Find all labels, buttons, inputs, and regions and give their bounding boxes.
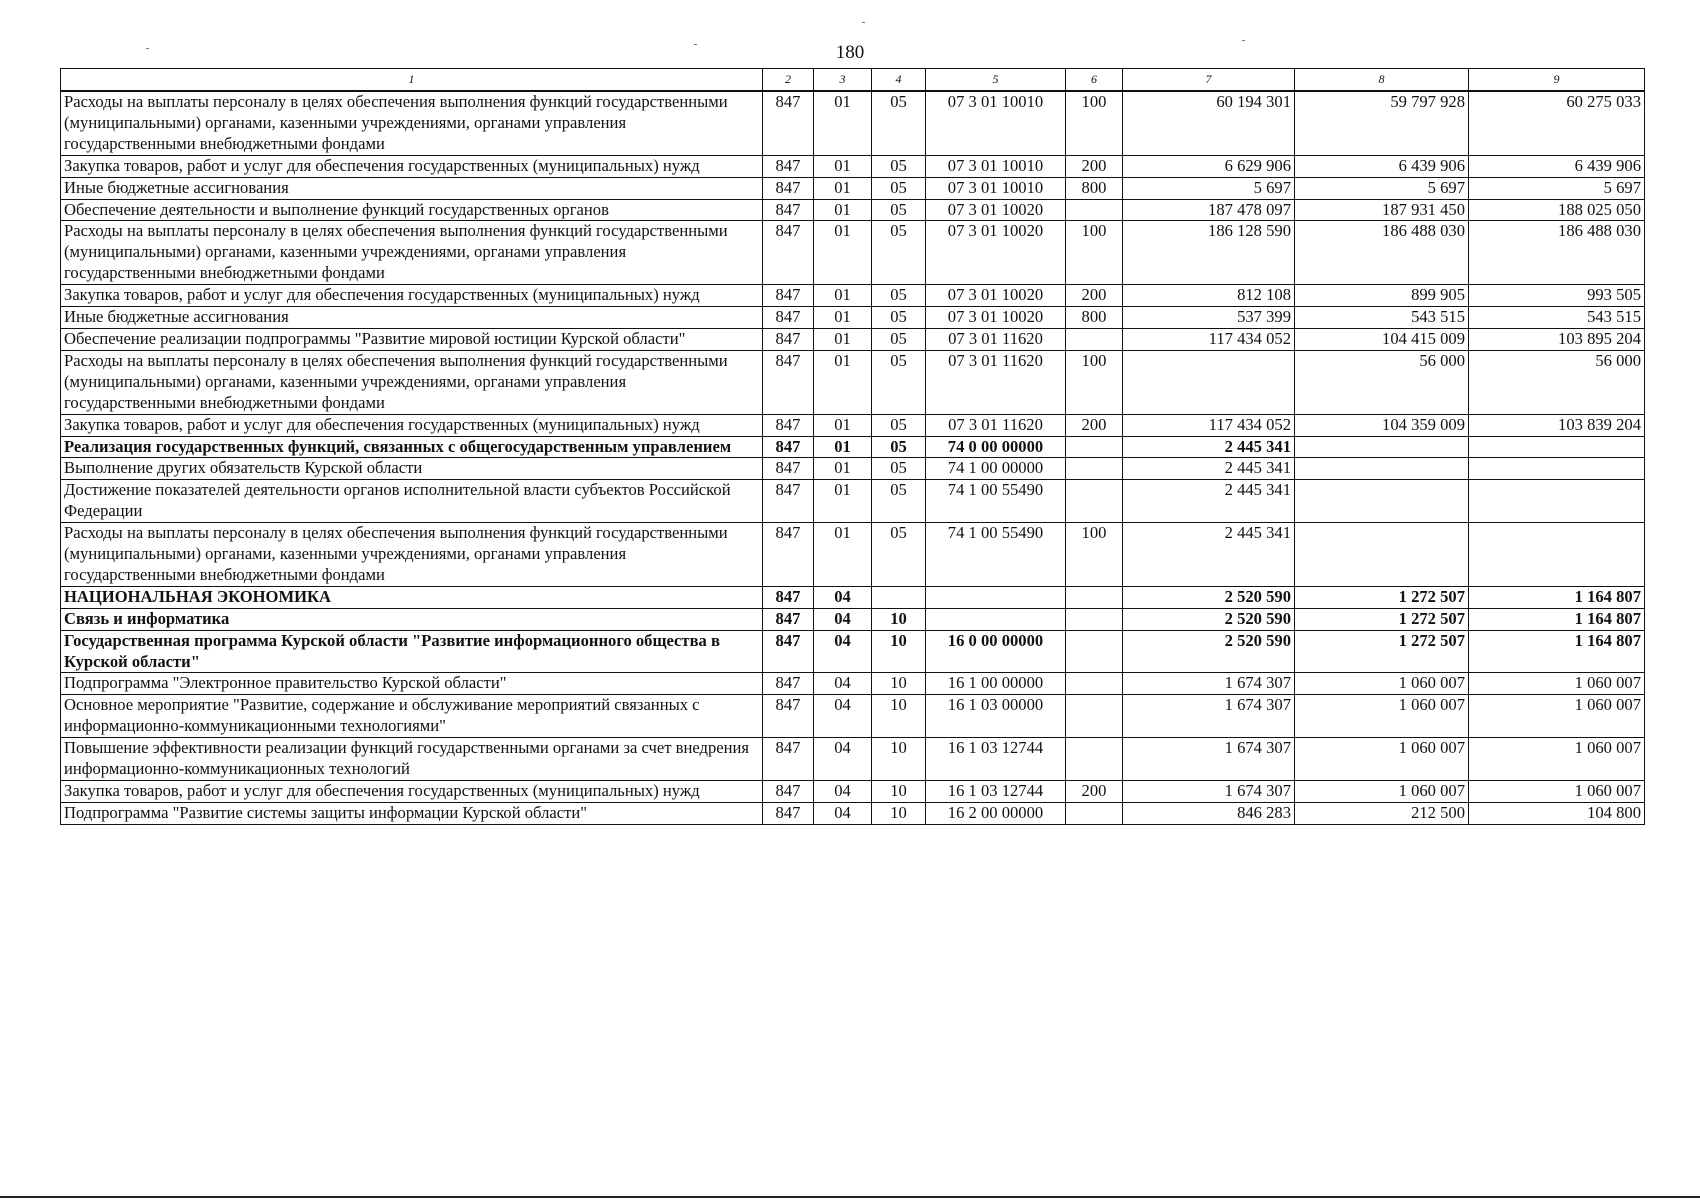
- section-code-cell: 01: [814, 350, 872, 414]
- amount-col8-cell: [1295, 480, 1469, 523]
- expense-type-cell: [1066, 608, 1123, 630]
- expense-type-cell: [1066, 802, 1123, 824]
- amount-col9-cell: 104 800: [1469, 802, 1645, 824]
- amount-col8-cell: 1 272 507: [1295, 608, 1469, 630]
- subsection-code-cell: 05: [872, 307, 926, 329]
- amount-col9-cell: 5 697: [1469, 177, 1645, 199]
- amount-col9-cell: 1 060 007: [1469, 738, 1645, 781]
- column-number: 7: [1123, 69, 1295, 92]
- target-article-cell: 07 3 01 10020: [926, 307, 1066, 329]
- amount-col7-cell: 812 108: [1123, 285, 1295, 307]
- target-article-cell: 07 3 01 10010: [926, 177, 1066, 199]
- amount-col8-cell: 1 060 007: [1295, 738, 1469, 781]
- grbs-code-cell: 847: [763, 608, 814, 630]
- amount-col9-cell: 1 164 807: [1469, 586, 1645, 608]
- amount-col9-cell: [1469, 458, 1645, 480]
- amount-col8-cell: 104 415 009: [1295, 328, 1469, 350]
- column-number: 8: [1295, 69, 1469, 92]
- row-name-cell: Реализация государственных функций, связанных с общегосударственным управлением: [61, 436, 763, 458]
- grbs-code-cell: 847: [763, 221, 814, 285]
- row-name-cell: Иные бюджетные ассигнования: [61, 177, 763, 199]
- subsection-code-cell: 10: [872, 630, 926, 673]
- column-number: 6: [1066, 69, 1123, 92]
- row-name-cell: Государственная программа Курской области "Развитие информационного общества в Курской области": [61, 630, 763, 673]
- column-number: 9: [1469, 69, 1645, 92]
- table-row: [61, 802, 1645, 824]
- amount-col7-cell: 537 399: [1123, 307, 1295, 329]
- subsection-code-cell: 05: [872, 480, 926, 523]
- column-number: 4: [872, 69, 926, 92]
- section-code-cell: 01: [814, 436, 872, 458]
- subsection-code-cell: 05: [872, 285, 926, 307]
- subsection-code-cell: 05: [872, 155, 926, 177]
- section-code-cell: 04: [814, 802, 872, 824]
- column-number: 5: [926, 69, 1066, 92]
- expense-type-cell: 200: [1066, 285, 1123, 307]
- amount-col7-cell: 1 674 307: [1123, 781, 1295, 803]
- expense-type-cell: [1066, 480, 1123, 523]
- amount-col8-cell: [1295, 436, 1469, 458]
- table-row: [61, 673, 1645, 695]
- amount-col9-cell: 993 505: [1469, 285, 1645, 307]
- row-name-cell: Закупка товаров, работ и услуг для обеспечения государственных (муниципальных) нужд: [61, 781, 763, 803]
- subsection-code-cell: 10: [872, 608, 926, 630]
- amount-col9-cell: 1 164 807: [1469, 630, 1645, 673]
- amount-col8-cell: 56 000: [1295, 350, 1469, 414]
- target-article-cell: 16 1 03 00000: [926, 695, 1066, 738]
- amount-col7-cell: 1 674 307: [1123, 673, 1295, 695]
- grbs-code-cell: 847: [763, 414, 814, 436]
- table-row: [61, 328, 1645, 350]
- subsection-code-cell: [872, 586, 926, 608]
- amount-col8-cell: 543 515: [1295, 307, 1469, 329]
- table-row: [61, 350, 1645, 414]
- amount-col7-cell: 1 674 307: [1123, 695, 1295, 738]
- grbs-code-cell: 847: [763, 328, 814, 350]
- section-code-cell: 01: [814, 328, 872, 350]
- expense-type-cell: 100: [1066, 221, 1123, 285]
- grbs-code-cell: 847: [763, 630, 814, 673]
- expense-type-cell: [1066, 586, 1123, 608]
- amount-col9-cell: 103 895 204: [1469, 328, 1645, 350]
- grbs-code-cell: 847: [763, 177, 814, 199]
- section-code-cell: 01: [814, 155, 872, 177]
- expense-type-cell: 200: [1066, 155, 1123, 177]
- table-row: [61, 480, 1645, 523]
- amount-col8-cell: [1295, 523, 1469, 587]
- grbs-code-cell: 847: [763, 199, 814, 221]
- amount-col7-cell: 846 283: [1123, 802, 1295, 824]
- amount-col7-cell: 60 194 301: [1123, 91, 1295, 155]
- amount-col8-cell: 5 697: [1295, 177, 1469, 199]
- amount-col7-cell: 117 434 052: [1123, 328, 1295, 350]
- subsection-code-cell: 05: [872, 328, 926, 350]
- table-row: [61, 695, 1645, 738]
- expense-type-cell: [1066, 673, 1123, 695]
- section-code-cell: 01: [814, 414, 872, 436]
- expense-type-cell: 200: [1066, 781, 1123, 803]
- subsection-code-cell: 05: [872, 414, 926, 436]
- budget-table: [60, 68, 1645, 825]
- amount-col9-cell: [1469, 436, 1645, 458]
- page-bottom-edge: [0, 1196, 1700, 1198]
- amount-col8-cell: 59 797 928: [1295, 91, 1469, 155]
- subsection-code-cell: 10: [872, 738, 926, 781]
- expense-type-cell: [1066, 436, 1123, 458]
- section-code-cell: 01: [814, 91, 872, 155]
- amount-col8-cell: 187 931 450: [1295, 199, 1469, 221]
- target-article-cell: 16 2 00 00000: [926, 802, 1066, 824]
- scan-speck: [1242, 40, 1245, 41]
- subsection-code-cell: 10: [872, 673, 926, 695]
- section-code-cell: 01: [814, 458, 872, 480]
- table-row: [61, 630, 1645, 673]
- target-article-cell: 74 1 00 00000: [926, 458, 1066, 480]
- amount-col9-cell: 186 488 030: [1469, 221, 1645, 285]
- expense-type-cell: [1066, 630, 1123, 673]
- subsection-code-cell: 05: [872, 523, 926, 587]
- amount-col7-cell: 2 445 341: [1123, 480, 1295, 523]
- target-article-cell: 16 1 03 12744: [926, 781, 1066, 803]
- amount-col7-cell: 2 445 341: [1123, 436, 1295, 458]
- row-name-cell: Расходы на выплаты персоналу в целях обеспечения выполнения функций государственными (муниципальными) органами, казенными учреждениями, органами управления государственными внебюджетными фондами: [61, 350, 763, 414]
- section-code-cell: 04: [814, 586, 872, 608]
- row-name-cell: Расходы на выплаты персоналу в целях обеспечения выполнения функций государственными (муниципальными) органами, казенными учреждениями, органами управления государственными внебюджетными фондами: [61, 523, 763, 587]
- scan-speck: [862, 22, 865, 23]
- expense-type-cell: 100: [1066, 523, 1123, 587]
- amount-col8-cell: 6 439 906: [1295, 155, 1469, 177]
- target-article-cell: 74 1 00 55490: [926, 523, 1066, 587]
- amount-col9-cell: 1 060 007: [1469, 673, 1645, 695]
- section-code-cell: 04: [814, 608, 872, 630]
- scan-speck: [694, 44, 697, 45]
- subsection-code-cell: 10: [872, 695, 926, 738]
- table-row: [61, 91, 1645, 155]
- target-article-cell: 07 3 01 10020: [926, 285, 1066, 307]
- table-row: [61, 458, 1645, 480]
- amount-col7-cell: 1 674 307: [1123, 738, 1295, 781]
- section-code-cell: 04: [814, 695, 872, 738]
- target-article-cell: 07 3 01 10020: [926, 221, 1066, 285]
- table-row: [61, 781, 1645, 803]
- amount-col7-cell: 117 434 052: [1123, 414, 1295, 436]
- target-article-cell: [926, 608, 1066, 630]
- grbs-code-cell: 847: [763, 480, 814, 523]
- row-name-cell: Повышение эффективности реализации функций государственными органами за счет внедрения информационно-коммуникационных технологий: [61, 738, 763, 781]
- subsection-code-cell: 05: [872, 221, 926, 285]
- grbs-code-cell: 847: [763, 155, 814, 177]
- section-code-cell: 01: [814, 199, 872, 221]
- page-number: 180: [835, 42, 865, 63]
- section-code-cell: 01: [814, 523, 872, 587]
- target-article-cell: 07 3 01 10020: [926, 199, 1066, 221]
- table-row: [61, 523, 1645, 587]
- expense-type-cell: [1066, 199, 1123, 221]
- expense-type-cell: 800: [1066, 307, 1123, 329]
- table-row: [61, 199, 1645, 221]
- section-code-cell: 01: [814, 307, 872, 329]
- table-row: [61, 414, 1645, 436]
- section-code-cell: 01: [814, 285, 872, 307]
- amount-col8-cell: 1 060 007: [1295, 673, 1469, 695]
- grbs-code-cell: 847: [763, 781, 814, 803]
- scan-speck: [146, 48, 149, 49]
- amount-col9-cell: 1 060 007: [1469, 695, 1645, 738]
- amount-col7-cell: 2 445 341: [1123, 458, 1295, 480]
- row-name-cell: Обеспечение деятельности и выполнение функций государственных органов: [61, 199, 763, 221]
- amount-col7-cell: 2 520 590: [1123, 608, 1295, 630]
- column-number-row: [61, 69, 1645, 92]
- row-name-cell: Расходы на выплаты персоналу в целях обеспечения выполнения функций государственными (муниципальными) органами, казенными учреждениями, органами управления государственными внебюджетными фондами: [61, 221, 763, 285]
- amount-col9-cell: 1 164 807: [1469, 608, 1645, 630]
- grbs-code-cell: 847: [763, 673, 814, 695]
- row-name-cell: Связь и информатика: [61, 608, 763, 630]
- target-article-cell: 07 3 01 11620: [926, 350, 1066, 414]
- target-article-cell: 16 0 00 00000: [926, 630, 1066, 673]
- subsection-code-cell: 05: [872, 458, 926, 480]
- amount-col7-cell: 2 520 590: [1123, 630, 1295, 673]
- row-name-cell: Подпрограмма "Электронное правительство Курской области": [61, 673, 763, 695]
- amount-col8-cell: 1 272 507: [1295, 630, 1469, 673]
- amount-col8-cell: 1 272 507: [1295, 586, 1469, 608]
- amount-col9-cell: [1469, 480, 1645, 523]
- target-article-cell: 07 3 01 11620: [926, 414, 1066, 436]
- amount-col8-cell: 104 359 009: [1295, 414, 1469, 436]
- table-row: [61, 738, 1645, 781]
- expense-type-cell: 800: [1066, 177, 1123, 199]
- subsection-code-cell: 05: [872, 436, 926, 458]
- column-number: 1: [61, 69, 763, 92]
- amount-col7-cell: [1123, 350, 1295, 414]
- grbs-code-cell: 847: [763, 458, 814, 480]
- column-number: 2: [763, 69, 814, 92]
- amount-col7-cell: 186 128 590: [1123, 221, 1295, 285]
- amount-col9-cell: 1 060 007: [1469, 781, 1645, 803]
- expense-type-cell: [1066, 738, 1123, 781]
- expense-type-cell: 100: [1066, 350, 1123, 414]
- section-code-cell: 01: [814, 480, 872, 523]
- row-name-cell: Закупка товаров, работ и услуг для обеспечения государственных (муниципальных) нужд: [61, 414, 763, 436]
- grbs-code-cell: 847: [763, 695, 814, 738]
- row-name-cell: Основное мероприятие "Развитие, содержание и обслуживание мероприятий связанных с информационно-коммуникационными технологиями": [61, 695, 763, 738]
- expense-type-cell: [1066, 328, 1123, 350]
- row-name-cell: Подпрограмма "Развитие системы защиты информации Курской области": [61, 802, 763, 824]
- grbs-code-cell: 847: [763, 436, 814, 458]
- row-name-cell: Обеспечение реализации подпрограммы "Развитие мировой юстиции Курской области": [61, 328, 763, 350]
- subsection-code-cell: 10: [872, 781, 926, 803]
- target-article-cell: 16 1 03 12744: [926, 738, 1066, 781]
- grbs-code-cell: 847: [763, 307, 814, 329]
- amount-col9-cell: 6 439 906: [1469, 155, 1645, 177]
- amount-col9-cell: 188 025 050: [1469, 199, 1645, 221]
- subsection-code-cell: 05: [872, 177, 926, 199]
- section-code-cell: 04: [814, 781, 872, 803]
- target-article-cell: 74 1 00 55490: [926, 480, 1066, 523]
- amount-col9-cell: 60 275 033: [1469, 91, 1645, 155]
- table-row: [61, 608, 1645, 630]
- amount-col7-cell: 6 629 906: [1123, 155, 1295, 177]
- row-name-cell: Достижение показателей деятельности органов исполнительной власти субъектов Российской Федерации: [61, 480, 763, 523]
- expense-type-cell: 200: [1066, 414, 1123, 436]
- subsection-code-cell: 05: [872, 350, 926, 414]
- table-row: [61, 177, 1645, 199]
- grbs-code-cell: 847: [763, 523, 814, 587]
- amount-col7-cell: 5 697: [1123, 177, 1295, 199]
- grbs-code-cell: 847: [763, 285, 814, 307]
- grbs-code-cell: 847: [763, 738, 814, 781]
- expense-type-cell: 100: [1066, 91, 1123, 155]
- target-article-cell: [926, 586, 1066, 608]
- amount-col8-cell: 1 060 007: [1295, 781, 1469, 803]
- column-number: 3: [814, 69, 872, 92]
- section-code-cell: 04: [814, 673, 872, 695]
- amount-col7-cell: 187 478 097: [1123, 199, 1295, 221]
- target-article-cell: 07 3 01 11620: [926, 328, 1066, 350]
- target-article-cell: 74 0 00 00000: [926, 436, 1066, 458]
- table-row: [61, 307, 1645, 329]
- amount-col8-cell: 186 488 030: [1295, 221, 1469, 285]
- grbs-code-cell: 847: [763, 802, 814, 824]
- subsection-code-cell: 10: [872, 802, 926, 824]
- table-row: [61, 436, 1645, 458]
- row-name-cell: Расходы на выплаты персоналу в целях обеспечения выполнения функций государственными (муниципальными) органами, казенными учреждениями, органами управления государственными внебюджетными фондами: [61, 91, 763, 155]
- row-name-cell: Иные бюджетные ассигнования: [61, 307, 763, 329]
- subsection-code-cell: 05: [872, 199, 926, 221]
- table-row: [61, 285, 1645, 307]
- target-article-cell: 16 1 00 00000: [926, 673, 1066, 695]
- grbs-code-cell: 847: [763, 350, 814, 414]
- subsection-code-cell: 05: [872, 91, 926, 155]
- amount-col8-cell: [1295, 458, 1469, 480]
- amount-col8-cell: 899 905: [1295, 285, 1469, 307]
- grbs-code-cell: 847: [763, 91, 814, 155]
- amount-col9-cell: 103 839 204: [1469, 414, 1645, 436]
- target-article-cell: 07 3 01 10010: [926, 91, 1066, 155]
- row-name-cell: Закупка товаров, работ и услуг для обеспечения государственных (муниципальных) нужд: [61, 285, 763, 307]
- row-name-cell: Закупка товаров, работ и услуг для обеспечения государственных (муниципальных) нужд: [61, 155, 763, 177]
- row-name-cell: Выполнение других обязательств Курской области: [61, 458, 763, 480]
- table-row: [61, 155, 1645, 177]
- expense-type-cell: [1066, 458, 1123, 480]
- amount-col8-cell: 1 060 007: [1295, 695, 1469, 738]
- amount-col9-cell: [1469, 523, 1645, 587]
- amount-col7-cell: 2 445 341: [1123, 523, 1295, 587]
- table-row: [61, 586, 1645, 608]
- amount-col9-cell: 543 515: [1469, 307, 1645, 329]
- amount-col9-cell: 56 000: [1469, 350, 1645, 414]
- expense-type-cell: [1066, 695, 1123, 738]
- section-code-cell: 04: [814, 630, 872, 673]
- section-code-cell: 01: [814, 221, 872, 285]
- grbs-code-cell: 847: [763, 586, 814, 608]
- row-name-cell: НАЦИОНАЛЬНАЯ ЭКОНОМИКА: [61, 586, 763, 608]
- section-code-cell: 01: [814, 177, 872, 199]
- table-row: [61, 221, 1645, 285]
- target-article-cell: 07 3 01 10010: [926, 155, 1066, 177]
- amount-col7-cell: 2 520 590: [1123, 586, 1295, 608]
- section-code-cell: 04: [814, 738, 872, 781]
- amount-col8-cell: 212 500: [1295, 802, 1469, 824]
